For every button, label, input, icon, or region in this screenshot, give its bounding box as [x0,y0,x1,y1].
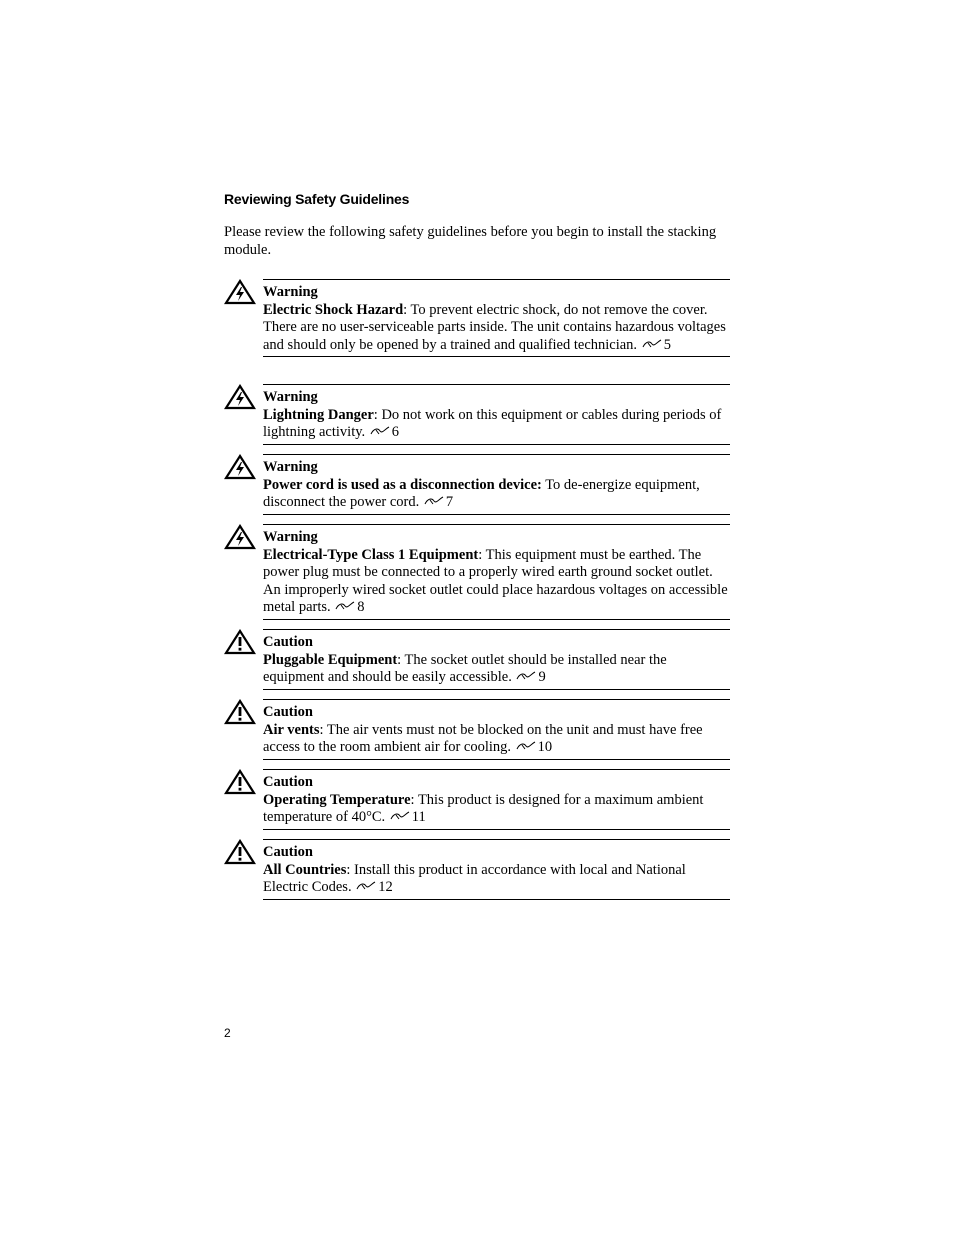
lightning-warning-icon [224,454,256,480]
notice-term: Electrical-Type Class 1 Equipment [263,546,479,563]
exclamation-caution-icon [224,769,256,795]
lightning-warning-icon [224,524,256,550]
notice-ref: 7 [445,494,454,510]
notice-body [263,454,730,515]
pointing-hand-icon [516,741,536,751]
notice-ref: 8 [357,599,365,615]
notice-body [263,279,730,357]
notice-label: Warning [263,284,318,300]
notice-term: Lightning Danger [263,406,374,423]
notice-body [263,384,730,445]
lightning-warning-icon [224,384,256,410]
notice-text: : Install this product in accordance with local and National Electric Codes. [263,861,686,895]
notice-term: All Countries [263,861,347,878]
notice-label: Caution [263,774,313,790]
notice-ref: 12 [378,879,393,895]
notice-term: Air vents [263,721,320,738]
exclamation-caution-icon [224,629,256,655]
notice-term: Pluggable Equipment [263,651,398,668]
notice-term: Power cord is used as a disconnection device: [263,476,542,493]
pointing-hand-icon [370,426,390,436]
pointing-hand-icon [424,496,444,506]
notice-ref: 9 [538,669,546,685]
notice-text: To de-energize equipment, disconnect the power cord. [263,476,700,510]
intro-paragraph: Please review the following safety guidelines before you begin to install the stacking module. [224,224,717,258]
notice-body [263,629,730,690]
notice-label: Caution [263,704,313,720]
notice-ref: 5 [663,336,671,353]
notice-ref: 11 [411,809,426,825]
page-number: 2 [224,1026,231,1040]
pointing-hand-icon [516,671,536,681]
exclamation-caution-icon [224,699,256,725]
pointing-hand-icon [335,601,355,611]
notice-text: : This equipment must be earthed. The power plug must be connected to a properly wired earth ground socket outlet. An improperly wired socket outlet could place hazardous voltages on accessible metal parts. [263,546,728,615]
notice-text: : This product is designed for a maximum ambient temperature of 40°C. [263,791,704,825]
notice-body [263,839,730,900]
notice-text: : To prevent electric shock, do not remove the cover. There are no user-serviceable parts inside. The unit contains hazardous voltages and should only be opened by a trained and qualified technician. [263,301,726,353]
notice-label: Caution [263,634,313,650]
pointing-hand-icon [642,339,662,349]
notice-label: Warning [263,529,318,545]
notice-label: Warning [263,459,318,475]
notice-text: : The socket outlet should be installed near the equipment and should be easily accessible. [263,651,667,685]
notice-ref: 6 [391,424,400,440]
notice-term: Electric Shock Hazard [263,301,404,318]
page-title: Reviewing Safety Guidelines [224,191,410,207]
pointing-hand-icon [356,881,376,891]
notice-ref: 10 [537,739,553,755]
notice-term: Operating Temperature [263,791,411,808]
notice-label: Warning [263,389,318,405]
notice-body [263,769,730,830]
notice-body [263,699,730,760]
notice-text: : The air vents must not be blocked on the unit and must have free access to the room ambient air for cooling. [263,721,703,755]
lightning-warning-icon [224,279,256,305]
notice-text: : Do not work on this equipment or cables during periods of lightning activity. [263,406,722,440]
notice-body [263,524,730,620]
exclamation-caution-icon [224,839,256,865]
notice-label: Caution [263,844,313,860]
pointing-hand-icon [390,811,410,821]
